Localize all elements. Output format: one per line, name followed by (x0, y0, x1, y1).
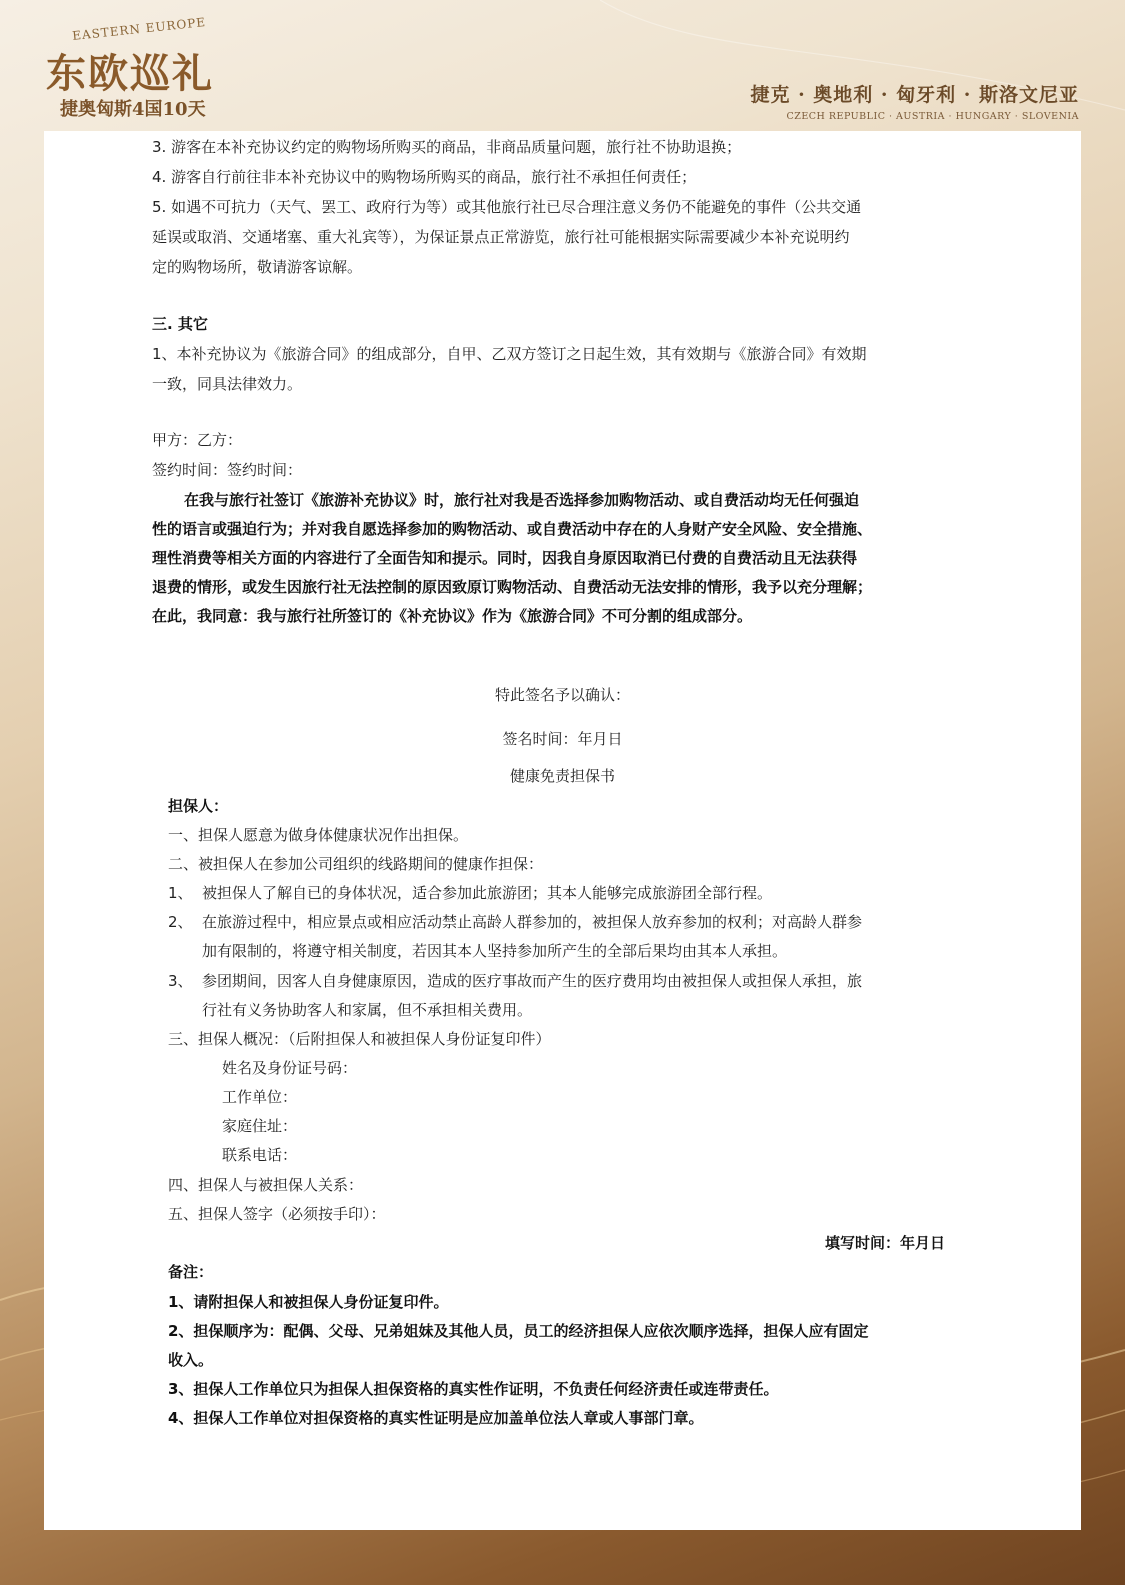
logo-english-title: EASTERN EUROPE (71, 15, 207, 43)
note-3: 3、担保人工作单位只为担保人担保资格的真实性作证明，不负责任何经济责任或连带责任。 (168, 1380, 779, 1398)
notes-title: 备注： (168, 1263, 214, 1281)
declaration-line-5: 在此，我同意：我与旅行社所签订的《补充协议》作为《旅游合同》不可分割的组成部分。 (152, 607, 753, 625)
shopping-item-5-line-3: 定的购物场所，敬请游客谅解。 (152, 258, 363, 276)
field-home-address: 家庭住址： (222, 1117, 298, 1135)
guarantee-sub-3-number: 3、 (168, 972, 193, 990)
declaration-line-4: 退费的情形，或发生因旅行社无法控制的原因致原订购物活动、自费活动无法安排的情形，我予以充分理解； (152, 578, 873, 596)
fill-time: 填写时间：年月日 (824, 1234, 945, 1252)
guarantee-sub-3-line-2: 行社有义务协助客人和家属，但不承担相关费用。 (202, 1001, 533, 1019)
shopping-item-5-line-2: 延误或取消、交通堵塞、重大礼宾等），为保证景点正常游览，旅行社可能根据实际需要减少本补充说明约 (152, 228, 850, 246)
shopping-item-4: 4. 游客自行前往非本补充协议中的购物场所购买的商品，旅行社不承担任何责任； (152, 168, 697, 186)
guarantee-sub-2-line-2: 加有限制的，将遵守相关制度，若因其本人坚持参加所产生的全部后果均由其本人承担。 (202, 942, 788, 960)
field-phone: 联系电话： (222, 1146, 298, 1164)
declaration-line-1: 在我与旅行社签订《旅游补充协议》时，旅行社对我是否选择参加购物活动、或自费活动均无任何强迫 (184, 491, 860, 509)
field-work-unit: 工作单位： (222, 1088, 298, 1106)
other-item-1-line-1: 1、本补充协议为《旅游合同》的组成部分，自甲、乙双方签订之日起生效，其有效期与《旅游合同》有效期 (152, 345, 867, 363)
note-2-line-1: 2、担保顺序为：配偶、父母、兄弟姐妹及其他人员，员工的经济担保人应依次顺序选择，担保人应有固定 (168, 1322, 869, 1340)
guarantee-item-four: 四、担保人与被担保人关系： (168, 1176, 364, 1194)
guarantee-sub-1-number: 1、 (168, 884, 193, 902)
guarantee-sub-3-line-1: 参团期间，因客人自身健康原因，造成的医疗事故而产生的医疗费用均由被担保人或担保人承担，旅 (202, 972, 863, 990)
brand-logo (46, 14, 306, 124)
guarantee-item-five: 五、担保人签字（必须按手印）： (168, 1205, 386, 1223)
note-4: 4、担保人工作单位对担保资格的真实性证明是应加盖单位法人章或人事部门章。 (168, 1409, 704, 1427)
field-name-id: 姓名及身份证号码： (222, 1059, 358, 1077)
declaration-line-3: 理性消费等相关方面的内容进行了全面告知和提示。同时，因我自身原因取消已付费的自费活动且无法获得 (152, 549, 858, 567)
signing-parties: 甲方：乙方： (152, 431, 243, 449)
note-2-line-2: 收入。 (168, 1351, 214, 1369)
guarantee-item-three: 三、担保人概况：（后附担保人和被担保人身份证复印件） (168, 1030, 551, 1048)
note-1: 1、请附担保人和被担保人身份证复印件。 (168, 1293, 449, 1311)
health-waiver-title: 健康免责担保书 (509, 767, 615, 785)
guarantee-sub-2-line-1: 在旅游过程中，相应景点或相应活动禁止高龄人群参加的，被担保人放弃参加的权利；对高龄人群参 (202, 913, 863, 931)
logo-subtitle: 捷奥匈斯4国10天 (60, 99, 206, 120)
route-banner (749, 80, 1079, 122)
section-other-title: 三. 其它 (152, 315, 208, 333)
route-english: CZECH REPUBLIC · AUSTRIA · HUNGARY · SLOVENIA (786, 111, 1079, 122)
other-item-1-line-2: 一致，同具法律效力。 (152, 375, 303, 393)
signing-times: 签约时间：签约时间： (152, 461, 303, 479)
guarantor-label: 担保人： (168, 797, 229, 815)
document-page (44, 131, 1081, 1530)
shopping-item-3: 3. 游客在本补充协议约定的购物场所购买的商品，非商品质量问题，旅行社不协助退换； (152, 138, 742, 156)
logo-chinese-title: 东欧巡礼 (46, 50, 214, 97)
confirm-signature-label: 特此签名予以确认： (494, 686, 630, 704)
guarantee-sub-1: 被担保人了解自已的身体状况，适合参加此旅游团；其本人能够完成旅游团全部行程。 (202, 884, 773, 902)
guarantee-sub-2-number: 2、 (168, 913, 193, 931)
guarantee-item-two: 二、被担保人在参加公司组织的线路期间的健康作担保： (168, 855, 544, 873)
guarantee-item-one: 一、担保人愿意为做身体健康状况作出担保。 (168, 826, 469, 844)
declaration-line-2: 性的语言或强迫行为；并对我自愿选择参加的购物活动、或自费活动中存在的人身财产安全风险、安全措施、 (152, 520, 873, 538)
signature-time: 签名时间：年月日 (502, 730, 623, 748)
shopping-item-5-line-1: 5. 如遇不可抗力（天气、罢工、政府行为等）或其他旅行社已尽合理注意义务仍不能避免的事件（公共交通 (152, 198, 862, 216)
route-chinese: 捷克 · 奥地利 · 匈牙利 · 斯洛文尼亚 (750, 84, 1079, 106)
